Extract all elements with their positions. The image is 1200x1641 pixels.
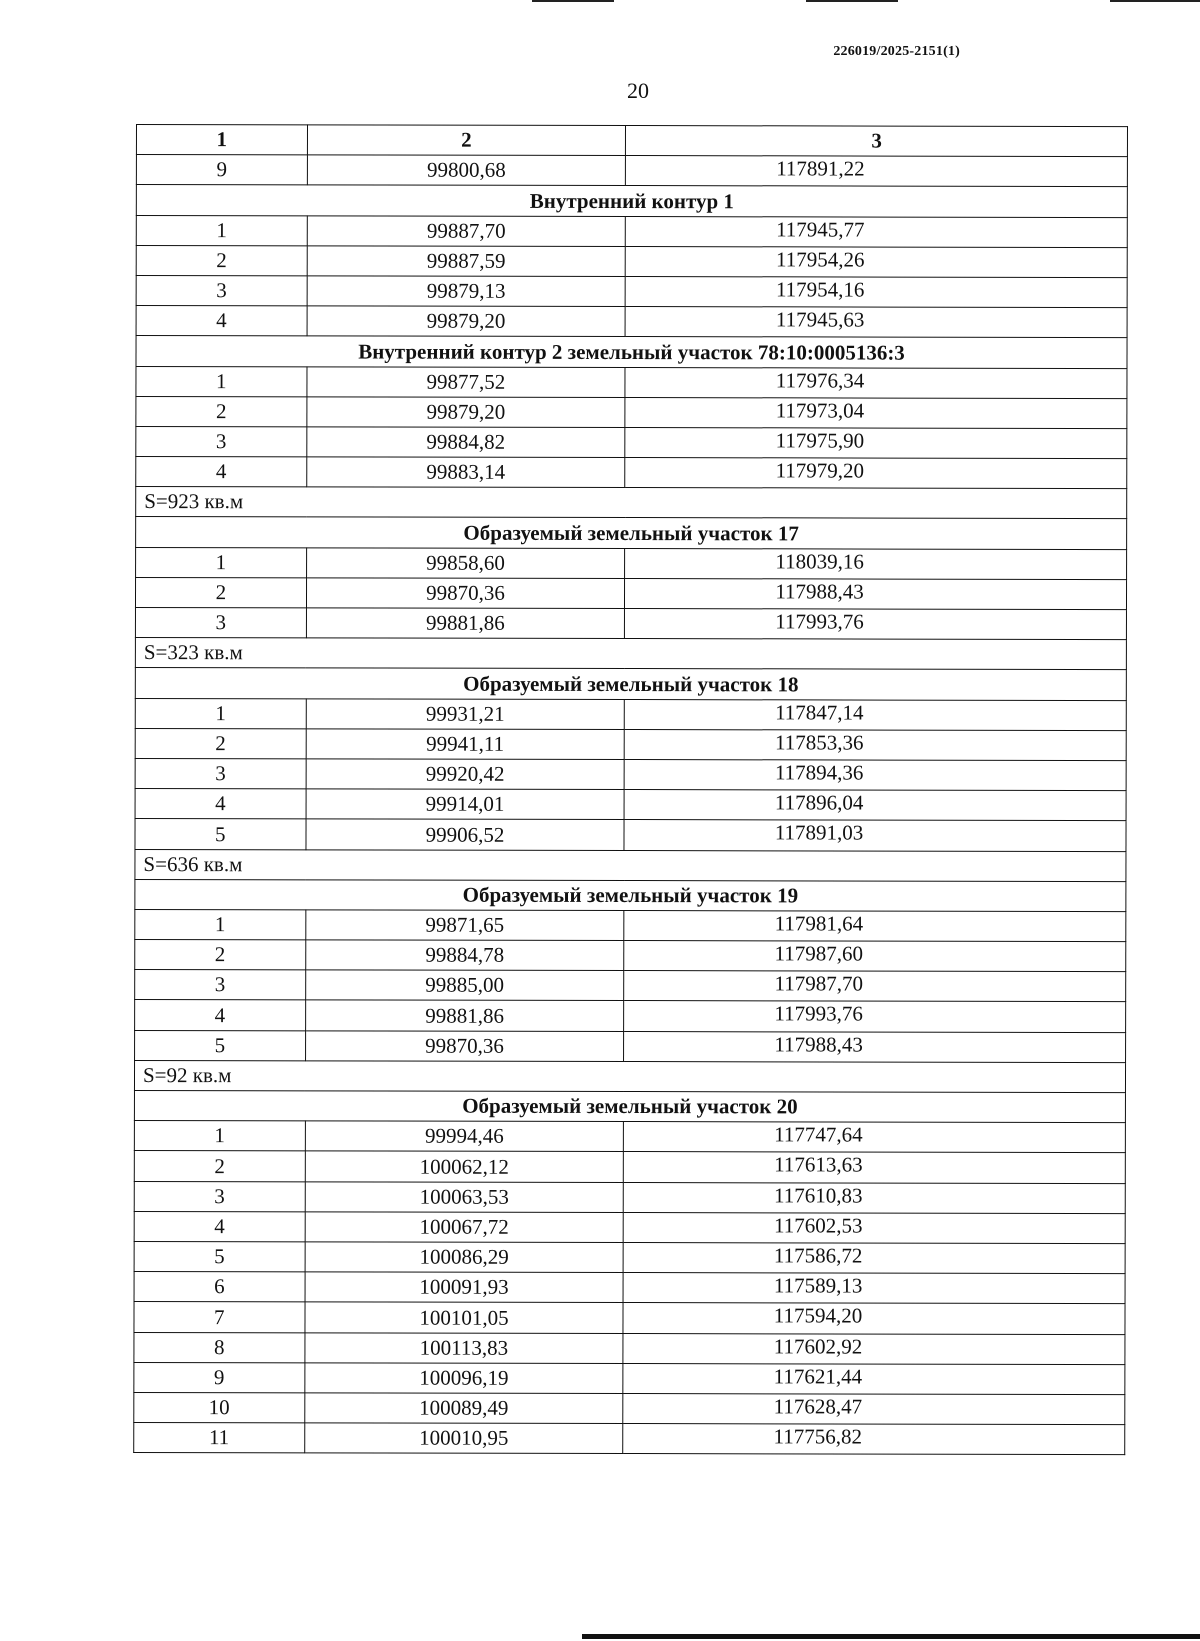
x-coordinate-cell: 99877,52 <box>307 366 626 397</box>
point-number-cell: 4 <box>136 306 307 337</box>
point-number-cell: 1 <box>135 698 306 729</box>
area-value: S=323 кв.м <box>135 638 1126 670</box>
section-heading: Образуемый земельный участок 18 <box>135 668 1126 700</box>
table-row <box>134 1392 1125 1424</box>
point-number-cell: 2 <box>134 1151 305 1182</box>
table-row <box>134 1151 1125 1183</box>
y-coordinate-cell: 117894,36 <box>624 759 1126 790</box>
y-coordinate-cell: 117586,72 <box>623 1242 1125 1273</box>
x-coordinate-cell: 100101,05 <box>305 1302 624 1333</box>
point-number-cell: 3 <box>135 758 306 789</box>
point-number-cell: 3 <box>136 426 307 457</box>
y-coordinate-cell: 117756,82 <box>623 1424 1125 1455</box>
point-number-cell: 4 <box>136 457 307 488</box>
x-coordinate-cell: 99885,00 <box>305 970 624 1001</box>
table-row <box>136 547 1127 579</box>
x-coordinate-cell: 99879,20 <box>307 397 626 428</box>
section-heading: Образуемый земельный участок 20 <box>134 1090 1125 1122</box>
table-row <box>134 1241 1125 1273</box>
table-row <box>136 215 1127 247</box>
x-coordinate-cell: 99870,36 <box>305 1030 624 1061</box>
x-coordinate-cell: 100113,83 <box>305 1332 624 1363</box>
point-number-cell: 9 <box>136 155 307 186</box>
table-row <box>136 366 1127 398</box>
table-row <box>134 1272 1125 1304</box>
y-coordinate-cell: 117621,44 <box>623 1363 1125 1394</box>
table-row <box>135 577 1126 609</box>
table-row <box>136 155 1127 187</box>
x-coordinate-cell: 99887,59 <box>307 246 626 277</box>
x-coordinate-cell: 99884,82 <box>306 427 625 458</box>
point-number-cell: 5 <box>135 819 306 850</box>
table-row <box>135 698 1126 730</box>
x-coordinate-cell: 99881,86 <box>306 608 625 639</box>
point-number-cell: 2 <box>135 940 306 971</box>
x-coordinate-cell: 99906,52 <box>306 819 625 850</box>
point-number-cell: 2 <box>136 245 307 276</box>
document-number: 226019/2025-2151(1) <box>833 44 960 59</box>
y-coordinate-cell: 117594,20 <box>623 1303 1125 1334</box>
table-row <box>136 457 1127 489</box>
y-coordinate-cell: 117993,76 <box>625 609 1127 640</box>
column-header: 3 <box>626 126 1128 157</box>
point-number-cell: 1 <box>136 366 307 397</box>
x-coordinate-cell: 100067,72 <box>305 1212 624 1243</box>
table-row <box>134 1302 1125 1334</box>
table-row <box>135 758 1126 790</box>
table-row <box>135 789 1126 821</box>
table-row <box>135 970 1126 1002</box>
table-row <box>134 1332 1125 1364</box>
area-value: S=92 кв.м <box>134 1060 1125 1092</box>
table-row <box>135 1030 1126 1062</box>
coordinates-table <box>133 124 1128 1455</box>
x-coordinate-cell: 100086,29 <box>305 1242 624 1273</box>
x-coordinate-cell: 99870,36 <box>306 578 625 609</box>
point-number-cell: 4 <box>135 1000 306 1031</box>
y-coordinate-cell: 117979,20 <box>625 458 1127 489</box>
x-coordinate-cell: 99858,60 <box>306 547 625 578</box>
y-coordinate-cell: 117602,92 <box>623 1333 1125 1364</box>
y-coordinate-cell: 117987,60 <box>624 941 1126 972</box>
x-coordinate-cell: 100089,49 <box>304 1393 623 1424</box>
y-coordinate-cell: 117945,77 <box>626 216 1128 247</box>
area-value: S=636 кв.м <box>135 849 1126 881</box>
x-coordinate-cell: 99879,20 <box>307 306 626 337</box>
table-row <box>134 1423 1125 1455</box>
y-coordinate-cell: 117628,47 <box>623 1393 1125 1424</box>
table-row <box>135 940 1126 972</box>
table-row <box>134 1181 1125 1213</box>
y-coordinate-cell: 117610,83 <box>624 1182 1126 1213</box>
point-number-cell: 8 <box>134 1332 305 1363</box>
table-row <box>136 245 1127 277</box>
point-number-cell: 7 <box>134 1302 305 1333</box>
point-number-cell: 1 <box>134 1121 305 1152</box>
y-coordinate-cell: 117981,64 <box>624 910 1126 941</box>
section-heading: Образуемый земельный участок 17 <box>136 517 1127 549</box>
table-row <box>135 728 1126 760</box>
point-number-cell: 2 <box>135 728 306 759</box>
point-number-cell: 2 <box>136 396 307 427</box>
y-coordinate-cell: 117853,36 <box>624 729 1126 760</box>
table-row <box>135 1000 1126 1032</box>
y-coordinate-cell: 117954,16 <box>625 276 1127 307</box>
y-coordinate-cell: 117993,76 <box>624 1001 1126 1032</box>
x-coordinate-cell: 99881,86 <box>305 1000 624 1031</box>
coordinates-table-body <box>134 125 1128 1455</box>
point-number-cell: 11 <box>134 1423 305 1454</box>
area-row <box>134 1060 1125 1092</box>
y-coordinate-cell: 117987,70 <box>624 971 1126 1002</box>
x-coordinate-cell: 99800,68 <box>307 155 626 186</box>
table-row <box>135 608 1126 640</box>
y-coordinate-cell: 118039,16 <box>625 548 1127 579</box>
y-coordinate-cell: 117747,64 <box>624 1122 1126 1153</box>
area-row <box>135 849 1126 881</box>
bottom-edge-mark <box>582 1634 1200 1639</box>
point-number-cell: 3 <box>134 1181 305 1212</box>
section-heading-row <box>135 879 1126 911</box>
page-number: 20 <box>627 78 649 103</box>
y-coordinate-cell: 117988,43 <box>624 1031 1126 1062</box>
table-row <box>134 1362 1125 1394</box>
y-coordinate-cell: 117988,43 <box>625 578 1127 609</box>
table-row <box>136 396 1127 428</box>
section-heading-row <box>134 1090 1125 1122</box>
area-row <box>135 638 1126 670</box>
y-coordinate-cell: 117891,03 <box>624 820 1126 851</box>
y-coordinate-cell: 117589,13 <box>623 1273 1125 1304</box>
table-row <box>135 909 1126 941</box>
section-heading: Образуемый земельный участок 19 <box>135 879 1126 911</box>
x-coordinate-cell: 99941,11 <box>306 729 625 760</box>
point-number-cell: 2 <box>135 577 306 608</box>
y-coordinate-cell: 117975,90 <box>625 427 1127 458</box>
table-row <box>136 306 1127 338</box>
point-number-cell: 5 <box>135 1030 306 1061</box>
area-value: S=923 кв.м <box>136 487 1127 519</box>
point-number-cell: 1 <box>136 215 307 246</box>
top-edge-mark <box>1110 0 1200 2</box>
point-number-cell: 4 <box>135 789 306 820</box>
section-heading: Внутренний контур 1 <box>136 185 1127 217</box>
point-number-cell: 1 <box>135 909 306 940</box>
table-row <box>134 1121 1125 1153</box>
section-heading: Внутренний контур 2 земельный участок 78:10:0005136:3 <box>136 336 1127 368</box>
table-row <box>135 819 1126 851</box>
section-heading-row <box>136 185 1127 217</box>
x-coordinate-cell: 100096,19 <box>304 1363 623 1394</box>
y-coordinate-cell: 117945,63 <box>625 307 1127 338</box>
x-coordinate-cell: 99914,01 <box>306 789 625 820</box>
x-coordinate-cell: 99887,70 <box>307 215 626 246</box>
x-coordinate-cell: 99884,78 <box>305 940 624 971</box>
y-coordinate-cell: 117602,53 <box>623 1212 1125 1243</box>
point-number-cell: 3 <box>136 275 307 306</box>
top-edge-mark <box>806 0 898 2</box>
section-heading-row <box>135 668 1126 700</box>
x-coordinate-cell: 99871,65 <box>305 910 624 941</box>
y-coordinate-cell: 117891,22 <box>626 156 1128 187</box>
section-heading-row <box>136 517 1127 549</box>
y-coordinate-cell: 117896,04 <box>624 790 1126 821</box>
column-header: 2 <box>307 125 626 156</box>
x-coordinate-cell: 99883,14 <box>306 457 625 488</box>
section-heading-row <box>136 336 1127 368</box>
table-row <box>134 1211 1125 1243</box>
point-number-cell: 6 <box>134 1272 305 1303</box>
y-coordinate-cell: 117847,14 <box>625 699 1127 730</box>
point-number-cell: 1 <box>136 547 307 578</box>
point-number-cell: 4 <box>134 1211 305 1242</box>
x-coordinate-cell: 100010,95 <box>304 1423 623 1454</box>
y-coordinate-cell: 117954,26 <box>625 246 1127 277</box>
table-row <box>136 275 1127 307</box>
top-edge-mark <box>532 0 614 2</box>
point-number-cell: 9 <box>134 1362 305 1393</box>
y-coordinate-cell: 117976,34 <box>625 367 1127 398</box>
area-row <box>136 487 1127 519</box>
x-coordinate-cell: 100062,12 <box>305 1151 624 1182</box>
table-header-row <box>136 125 1127 157</box>
point-number-cell: 3 <box>135 608 306 639</box>
y-coordinate-cell: 117613,63 <box>624 1152 1126 1183</box>
x-coordinate-cell: 99920,42 <box>306 759 625 790</box>
point-number-cell: 5 <box>134 1241 305 1272</box>
y-coordinate-cell: 117973,04 <box>625 397 1127 428</box>
table-row <box>136 426 1127 458</box>
x-coordinate-cell: 99879,13 <box>307 276 626 307</box>
x-coordinate-cell: 99931,21 <box>306 698 625 729</box>
x-coordinate-cell: 100063,53 <box>305 1181 624 1212</box>
column-header: 1 <box>136 125 307 156</box>
point-number-cell: 3 <box>135 970 306 1001</box>
x-coordinate-cell: 100091,93 <box>305 1272 624 1303</box>
x-coordinate-cell: 99994,46 <box>305 1121 624 1152</box>
point-number-cell: 10 <box>134 1392 305 1423</box>
